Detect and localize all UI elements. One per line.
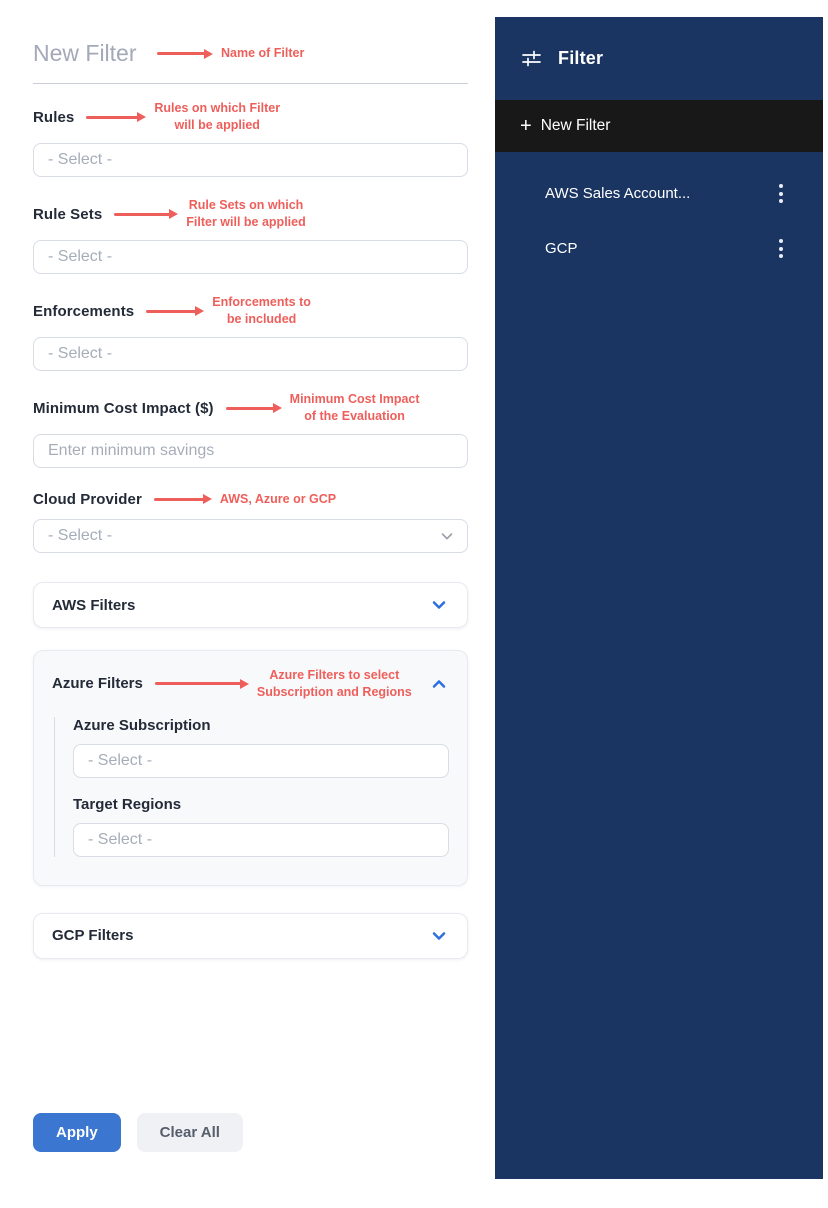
field-rule-sets (33, 197, 468, 274)
chevron-up-icon[interactable] (429, 674, 449, 694)
annotation-arrow (146, 310, 196, 313)
annotation-arrow (226, 407, 274, 410)
annotation-text: AWS, Azure or GCP (219, 491, 337, 506)
kebab-menu-icon[interactable] (775, 235, 787, 262)
sidebar-item-label: AWS Sales Account... (545, 185, 691, 202)
section-label: GCP Filters (52, 927, 134, 945)
azure-filters-body (54, 717, 449, 857)
filter-name-input[interactable] (33, 40, 145, 67)
section-gcp-filters[interactable] (33, 913, 468, 959)
sidebar-item-gcp[interactable] (495, 221, 823, 276)
target-regions-select[interactable] (73, 823, 449, 857)
chevron-down-icon[interactable] (438, 527, 456, 545)
cloud-provider-select[interactable] (33, 519, 468, 553)
new-filter-button[interactable] (495, 100, 823, 152)
field-label: Enforcements (33, 302, 135, 320)
azure-subscription-select[interactable] (73, 744, 449, 778)
field-label: Cloud Provider (33, 490, 142, 508)
form-actions (33, 1113, 243, 1152)
chevron-down-icon[interactable] (429, 595, 449, 615)
section-azure-filters (33, 650, 468, 886)
saved-filters-list (495, 152, 823, 276)
minimum-savings-input[interactable] (33, 434, 468, 468)
field-cloud-provider (33, 488, 468, 553)
annotation-text: Name of Filter (221, 46, 305, 61)
annotation-text: Rule Sets on which Filter will be applied (186, 198, 306, 229)
apply-button[interactable]: Apply (33, 1113, 121, 1152)
annotation-arrow (157, 52, 205, 55)
annotation-text: Azure Filters to select Subscription and Regions (256, 668, 412, 699)
field-enforcements (33, 294, 468, 371)
enforcements-select[interactable] (33, 337, 468, 371)
field-rules (33, 100, 468, 177)
sidebar-title: Filter (558, 48, 604, 68)
section-azure-header[interactable] (52, 667, 449, 701)
new-filter-label: New Filter (540, 117, 611, 134)
annotation-arrow (155, 682, 241, 685)
annotation-text: Minimum Cost Impact of the Evaluation (289, 392, 420, 423)
sliders-icon (520, 47, 543, 70)
annotation-text: Enforcements to be included (212, 295, 311, 326)
field-label: Minimum Cost Impact ($) (33, 399, 214, 417)
clear-all-button[interactable]: Clear All (137, 1113, 243, 1152)
sidebar-item-label: GCP (545, 240, 578, 257)
filter-name-row (33, 40, 468, 84)
filter-form (33, 40, 468, 959)
annotation-text: Rules on which Filter will be applied (154, 101, 281, 132)
field-label: Rules (33, 108, 75, 126)
section-label: AWS Filters (52, 596, 136, 614)
section-aws-filters[interactable] (33, 582, 468, 628)
sidebar-header (495, 17, 823, 100)
chevron-down-icon[interactable] (429, 926, 449, 946)
field-target-regions (73, 796, 449, 857)
annotation-arrow (154, 498, 204, 501)
field-label: Azure Subscription (73, 716, 211, 734)
plus-icon: + (520, 115, 532, 137)
field-azure-subscription (73, 717, 449, 778)
section-label: Azure Filters (52, 675, 143, 693)
filter-sidebar (495, 17, 823, 1179)
annotation-arrow (114, 213, 170, 216)
rules-select[interactable] (33, 143, 468, 177)
field-label: Rule Sets (33, 205, 103, 223)
sidebar-item-aws-sales-account[interactable] (495, 166, 823, 221)
annotation-arrow (86, 116, 138, 119)
rule-sets-select[interactable] (33, 240, 468, 274)
kebab-menu-icon[interactable] (775, 180, 787, 207)
field-label: Target Regions (73, 795, 182, 813)
field-minimum-cost-impact (33, 391, 468, 468)
